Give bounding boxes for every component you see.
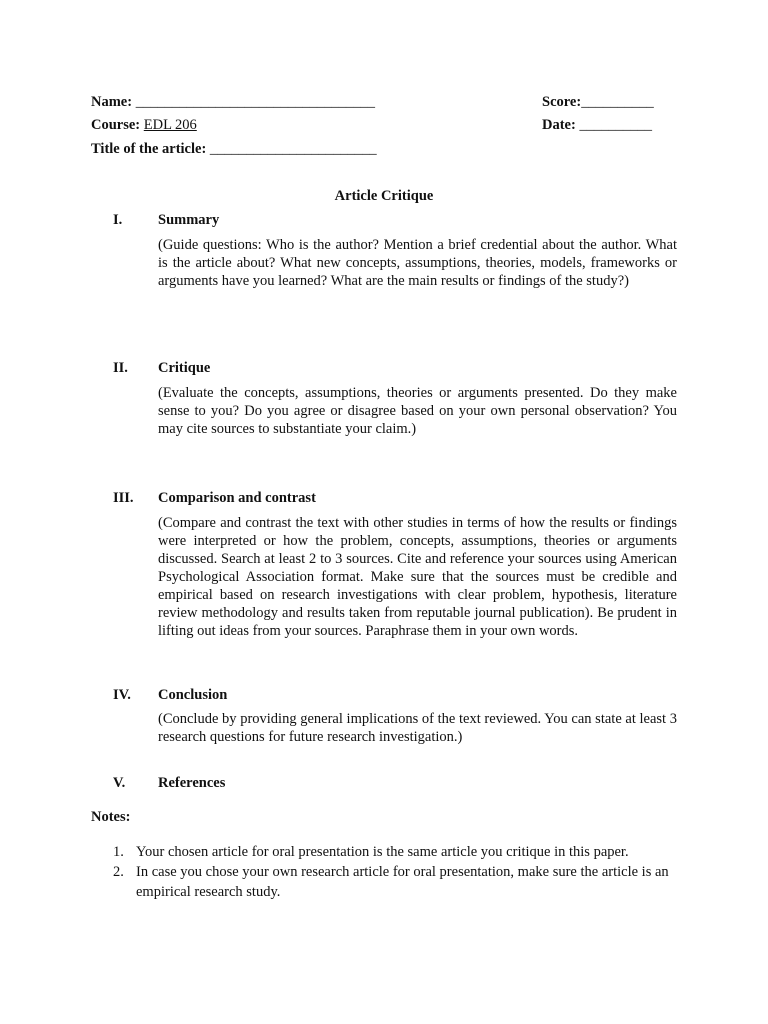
list-item-number: 1.	[113, 844, 124, 860]
list-item	[91, 842, 681, 862]
section-body: (Conclude by providing general implications of the text reviewed. You can state at least 3 research questions for future research investigation.)	[158, 711, 677, 745]
article-title-field[interactable]	[91, 141, 377, 158]
score-label: Score:	[542, 94, 582, 110]
section-numeral: III.	[113, 490, 134, 506]
article-title-blank[interactable]: _______________________	[209, 141, 377, 157]
section-heading: Summary	[158, 212, 220, 228]
date-field[interactable]	[542, 117, 652, 134]
section-body: (Compare and contrast the text with other studies in terms of how the results or findings were interpreted or how the problem, concepts, assumptions, theories or arguments discussed. Search at least 2 to 3 sources. Cite and reference your sources using American Psychological Association format. Make sure that the sources must be credible and empirical based on research investigations with clear problem, hypothesis, literature review methodology and results taken from reputable journal publication). Be prudent in lifting out ideas from your sources. Paraphrase them in your own words.	[158, 515, 677, 639]
score-field[interactable]	[542, 94, 654, 111]
notes-label: Notes:	[91, 809, 131, 825]
section-numeral: II.	[113, 360, 128, 376]
section-numeral: I.	[113, 212, 123, 228]
list-item	[91, 862, 681, 902]
name-blank[interactable]: _________________________________	[135, 94, 375, 110]
section-heading: References	[158, 775, 226, 791]
course-label: Course:	[91, 117, 141, 133]
section-numeral: IV.	[113, 687, 131, 703]
section-heading: Critique	[158, 360, 211, 376]
article-title-label: Title of the article:	[91, 141, 207, 157]
list-item-text: Your chosen article for oral presentation is the same article you critique in this paper.	[136, 844, 629, 860]
course-value: EDL 206	[143, 117, 197, 133]
course-field	[91, 117, 197, 134]
date-blank[interactable]: __________	[579, 117, 652, 133]
document-title: Article Critique	[334, 188, 434, 204]
section-heading: Comparison and contrast	[158, 490, 316, 506]
section-numeral: V.	[113, 775, 126, 791]
section-body: (Guide questions: Who is the author? Mention a brief credential about the author. What is the article about? What new concepts, assumptions, theories, models, frameworks or arguments have you learned? What are the main results or findings of the study?)	[158, 237, 677, 289]
list-item-number: 2.	[113, 864, 124, 880]
notes-list	[91, 842, 681, 902]
section-body: (Evaluate the concepts, assumptions, theories or arguments presented. Do they make sense to you? Do you agree or disagree based on your own personal observation? You may cite sources to substantiate your claim.)	[158, 385, 677, 437]
date-label: Date:	[542, 117, 576, 133]
section-heading: Conclusion	[158, 687, 228, 703]
name-field[interactable]	[91, 94, 375, 111]
score-blank[interactable]: __________	[581, 94, 654, 110]
name-label: Name:	[91, 94, 133, 110]
list-item-text: In case you chose your own research article for oral presentation, make sure the article is an empirical research study.	[136, 864, 669, 900]
